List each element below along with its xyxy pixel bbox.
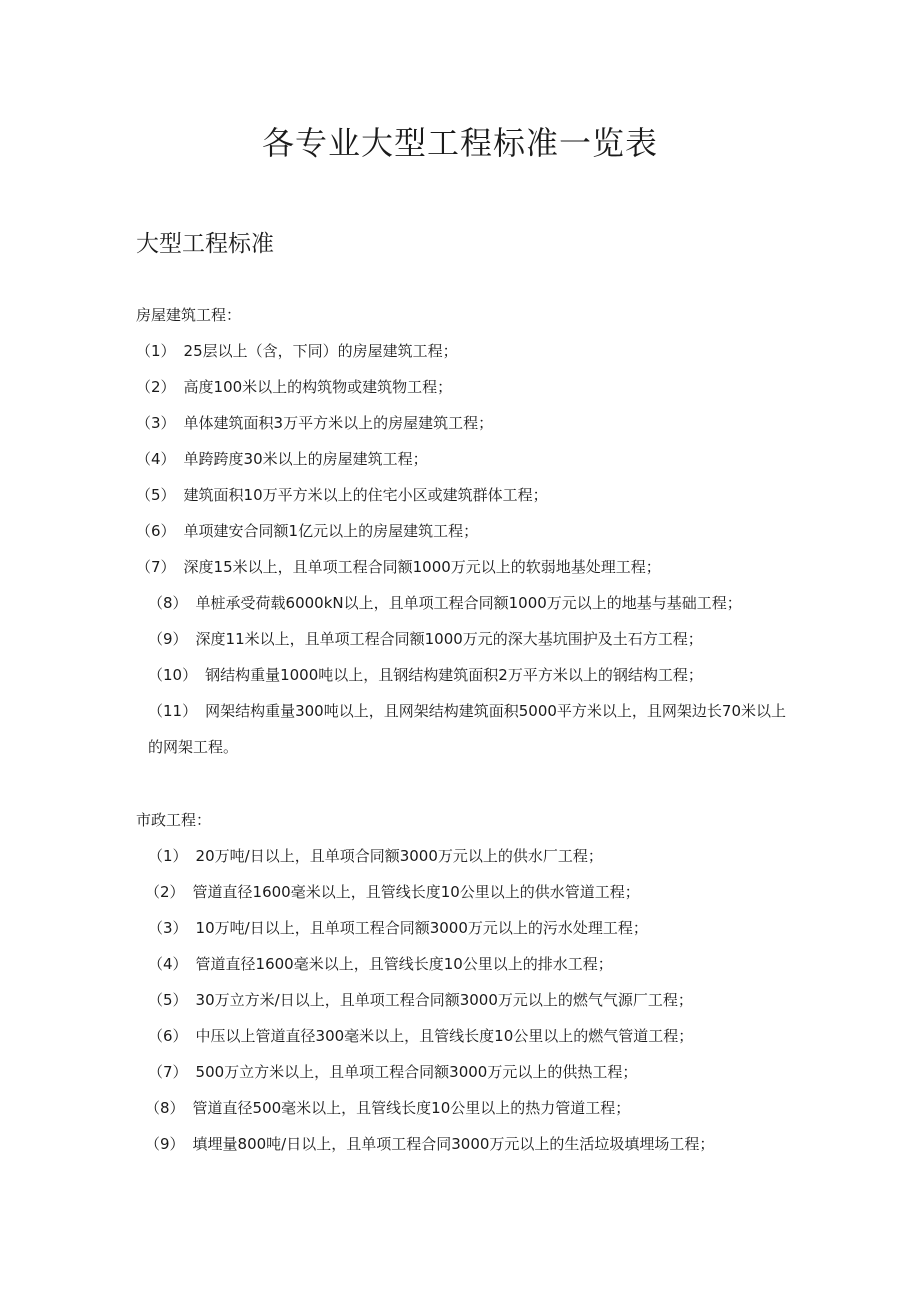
item-number: （5）	[136, 486, 176, 504]
item-text: 单跨跨度30米以上的房屋建筑工程；	[183, 450, 428, 468]
document-title: 各专业大型工程标准一览表	[261, 124, 658, 162]
item-number: （7）	[148, 1063, 188, 1081]
item-number: （9）	[145, 1135, 185, 1153]
list-item	[136, 1060, 786, 1096]
item-number: （10）	[148, 666, 198, 684]
item-text: 建筑面积10万平方米以上的住宅小区或建筑群体工程；	[183, 486, 548, 504]
item-number: （3）	[136, 414, 176, 432]
building-standards-list	[136, 339, 786, 765]
list-item	[136, 880, 786, 916]
municipal-group-label: 市政工程：	[136, 811, 212, 829]
list-item	[136, 1132, 786, 1168]
list-item	[136, 952, 786, 988]
list-item	[136, 483, 786, 519]
item-number: （9）	[148, 630, 188, 648]
list-item	[136, 1024, 786, 1060]
list-item	[136, 988, 786, 1024]
municipal-standards-list	[136, 844, 786, 1168]
item-number: （8）	[148, 594, 188, 612]
list-item	[136, 519, 786, 555]
list-item	[136, 555, 786, 591]
item-number: （6）	[136, 522, 176, 540]
item-number: （3）	[148, 919, 188, 937]
list-item	[136, 375, 786, 411]
item-number: （11）	[148, 702, 198, 720]
item-text: 填埋量800吨/日以上，且单项工程合同3000万元以上的生活垃圾填埋场工程；	[192, 1135, 715, 1153]
list-item	[136, 844, 786, 880]
item-number: （5）	[148, 991, 188, 1009]
item-text: 500万立方米以上，且单项工程合同额3000万元以上的供热工程；	[195, 1063, 638, 1081]
item-number: （2）	[136, 378, 176, 396]
list-item	[136, 591, 786, 627]
item-text: 管道直径1600毫米以上，且管线长度10公里以上的供水管道工程；	[192, 883, 640, 901]
item-number: （8）	[145, 1099, 185, 1117]
item-text: 单桩承受荷载6000kN以上，且单项工程合同额1000万元以上的地基与基础工程；	[195, 594, 742, 612]
list-item	[136, 447, 786, 483]
list-item	[136, 1096, 786, 1132]
item-number: （1）	[136, 342, 176, 360]
building-group-label: 房屋建筑工程：	[136, 306, 242, 324]
item-text: 管道直径500毫米以上，且管线长度10公里以上的热力管道工程；	[192, 1099, 631, 1117]
item-text: 高度100米以上的构筑物或建筑物工程；	[183, 378, 453, 396]
item-number: （2）	[145, 883, 185, 901]
list-item	[136, 627, 786, 663]
item-text: 深度15米以上，且单项工程合同额1000万元以上的软弱地基处理工程；	[183, 558, 661, 576]
item-number: （4）	[136, 450, 176, 468]
item-text: 25层以上（含，下同）的房屋建筑工程；	[183, 342, 458, 360]
section-heading: 大型工程标准	[136, 231, 274, 257]
item-text: 30万立方米/日以上，且单项工程合同额3000万元以上的燃气气源厂工程；	[195, 991, 693, 1009]
item-text: 中压以上管道直径300毫米以上，且管线长度10公里以上的燃气管道工程；	[195, 1027, 694, 1045]
list-item	[136, 916, 786, 952]
item-number: （7）	[136, 558, 176, 576]
item-number: （6）	[148, 1027, 188, 1045]
item-text: 10万吨/日以上，且单项工程合同额3000万元以上的污水处理工程；	[195, 919, 648, 937]
item-text: 管道直径1600毫米以上，且管线长度10公里以上的排水工程；	[195, 955, 613, 973]
item-number: （4）	[148, 955, 188, 973]
item-text: 单项建安合同额1亿元以上的房屋建筑工程；	[183, 522, 479, 540]
item-text: 钢结构重量1000吨以上，且钢结构建筑面积2万平方米以上的钢结构工程；	[205, 666, 703, 684]
item-text: 深度11米以上，且单项工程合同额1000万元的深大基坑围护及土石方工程；	[195, 630, 703, 648]
list-item	[136, 693, 786, 765]
item-number: （1）	[148, 847, 188, 865]
list-item	[136, 411, 786, 447]
list-item	[136, 339, 786, 375]
item-text: 20万吨/日以上，且单项合同额3000万元以上的供水厂工程；	[195, 847, 603, 865]
item-text: 网架结构重量300吨以上，且网架结构建筑面积5000平方米以上，且网架边长70米以上的网架工程。	[148, 702, 786, 756]
item-text: 单体建筑面积3万平方米以上的房屋建筑工程；	[183, 414, 494, 432]
